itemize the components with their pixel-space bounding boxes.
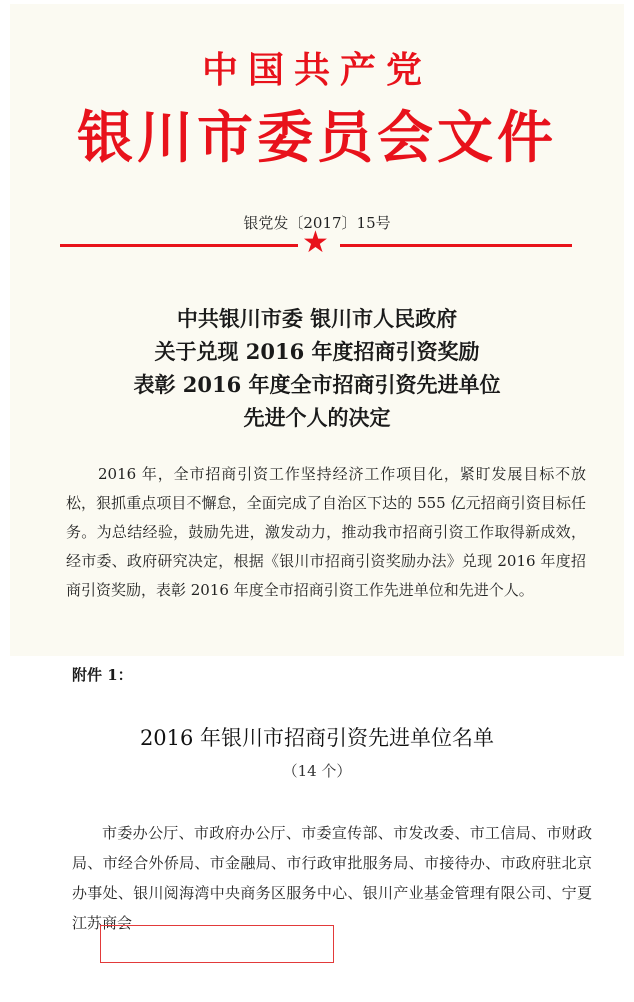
units-text-end: 宁夏江苏商会 — [72, 884, 592, 932]
units-text: 市委办公厅、市政府办公厅、市委宣传部、市发改委、市工信局、市财政局、市经合外侨局、市金融局、市行政审批服务局、市接待办、市政府驻北京办事处、银川阅海湾中央商务区服务中心、 — [72, 824, 592, 902]
star-icon: ★ — [302, 225, 329, 260]
committee-file-header: 银川市委员会文件 — [77, 105, 557, 171]
red-divider-right — [340, 244, 572, 247]
attachment-count: （14 个） — [282, 762, 352, 780]
attachment-title: 2016 年银川市招商引资先进单位名单 — [139, 726, 495, 750]
units-list — [72, 818, 592, 938]
party-header: 中国共产党 — [201, 50, 432, 91]
red-divider-left — [60, 244, 298, 247]
title-line: 先进个人的决定 — [243, 405, 391, 430]
highlight-box — [100, 925, 334, 963]
title-line: 表彰 2016 年度全市招商引资先进单位 — [133, 372, 501, 397]
title-line: 关于兑现 2016 年度招商引资奖励 — [154, 339, 480, 364]
highlighted-unit: 银川产业基金管理有限公司、 — [362, 884, 562, 902]
document-title — [0, 302, 634, 434]
body-paragraph: 2016 年，全市招商引资工作坚持经济工作项目化，紧盯发展目标不放松，狠抓重点项目不懈怠，全面完成了自治区下达的 555 亿元招商引资目标任务。为总结经验，鼓励先进，激发动力，推动我市招商引资工作取得新成效，经市委、政府研究决定，根据《银川市招商引资奖励办法》兑现 2016 年度招商引资奖励，表彰 2016 年度全市招商引资工作先进单位和先进个人。 — [66, 465, 586, 599]
document-number: 银党发〔2017〕15号 — [243, 214, 391, 232]
attachment-label: 附件 1： — [72, 666, 133, 684]
title-line: 中共银川市委 银川市人民政府 — [176, 306, 458, 331]
